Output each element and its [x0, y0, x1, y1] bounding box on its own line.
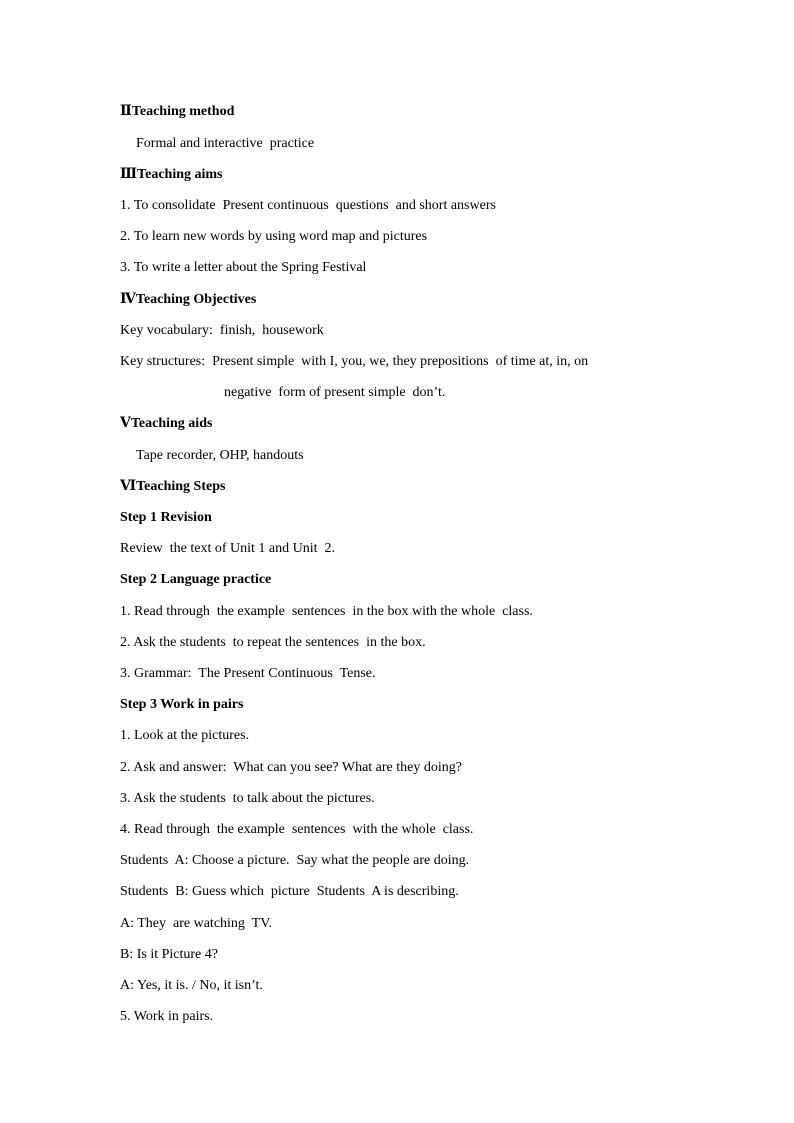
- section-heading-teaching-aids: ⅤTeaching aids: [120, 416, 213, 431]
- body-line: 5. Work in pairs.: [120, 1009, 214, 1024]
- dialogue-line: B: Is it Picture 4?: [120, 947, 218, 962]
- body-line: Tape recorder, OHP, handouts: [136, 448, 304, 463]
- section-heading-teaching-steps: ⅥTeaching Steps: [120, 479, 226, 494]
- body-line: Key structures: Present simple with I, you, we, they prepositions of time at, in, on: [120, 354, 589, 369]
- section-heading-teaching-method: ⅡTeaching method: [120, 104, 235, 119]
- body-line: 1. To consolidate Present continuous questions and short answers: [120, 198, 496, 213]
- body-line: 3. Grammar: The Present Continuous Tense.: [120, 666, 376, 681]
- step-heading: Step 1 Revision: [120, 510, 212, 525]
- body-line: 2. Ask the students to repeat the sentences in the box.: [120, 635, 426, 650]
- body-line: 3. To write a letter about the Spring Festival: [120, 260, 367, 275]
- body-line: 1. Read through the example sentences in the box with the whole class.: [120, 604, 533, 619]
- body-line: Students B: Guess which picture Students A is describing.: [120, 884, 459, 899]
- body-line: Review the text of Unit 1 and Unit 2.: [120, 541, 336, 556]
- section-heading-teaching-aims: ⅢTeaching aims: [120, 167, 223, 182]
- body-line: negative form of present simple don’t.: [224, 385, 446, 400]
- step-heading: Step 3 Work in pairs: [120, 697, 244, 712]
- body-line: 3. Ask the students to talk about the pictures.: [120, 791, 375, 806]
- step-heading: Step 2 Language practice: [120, 572, 272, 587]
- body-line: 2. To learn new words by using word map and pictures: [120, 229, 428, 244]
- body-line: Students A: Choose a picture. Say what the people are doing.: [120, 853, 470, 868]
- dialogue-line: A: Yes, it is. / No, it isn’t.: [120, 978, 263, 993]
- body-line: 2. Ask and answer: What can you see? What are they doing?: [120, 760, 462, 775]
- body-line: 4. Read through the example sentences with the whole class.: [120, 822, 474, 837]
- body-line: Formal and interactive practice: [136, 136, 315, 151]
- section-heading-teaching-objectives: ⅣTeaching Objectives: [120, 292, 257, 307]
- body-line: Key vocabulary: finish, housework: [120, 323, 324, 338]
- body-line: 1. Look at the pictures.: [120, 728, 250, 743]
- dialogue-line: A: They are watching TV.: [120, 916, 273, 931]
